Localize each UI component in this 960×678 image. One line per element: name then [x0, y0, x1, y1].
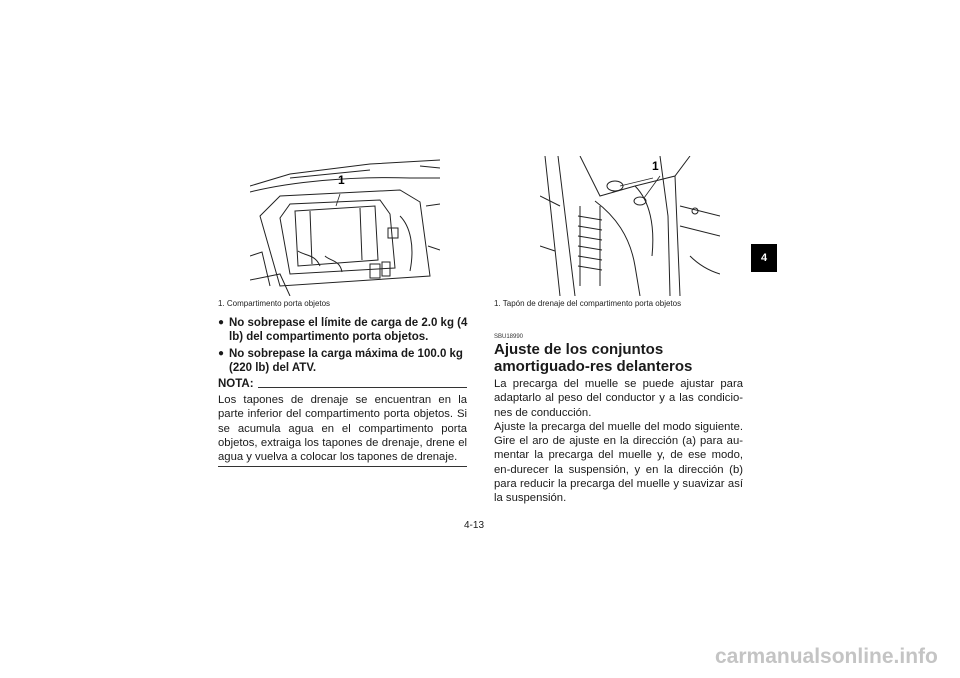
list-item — [218, 347, 468, 375]
bullet-text: No sobrepase la carga máxima de 100.0 kg (220 lb) del ATV. — [229, 348, 463, 374]
storage-compartment-illustration — [250, 156, 440, 296]
section-code: SBU18990 — [494, 334, 524, 340]
figure-caption: 1. Tapón de drenaje del compartimento porta objetos — [494, 299, 682, 308]
chapter-tab: 4 — [751, 244, 777, 272]
bullet-dot-icon: ● — [218, 348, 225, 359]
list-item — [218, 316, 468, 344]
figure-callout-number: 1 — [652, 159, 659, 173]
section-body — [494, 377, 743, 506]
paragraph: La precarga del muelle se puede ajustar para adaptarlo al peso del conductor y a las condicio-nes de conducción. — [494, 378, 743, 419]
watermark: carmanualsonline.info — [715, 645, 938, 668]
bullet-text: No sobrepase el límite de carga de 2.0 kg (4 lb) del compartimento porta objetos. — [229, 317, 468, 343]
drain-plug-illustration — [540, 156, 720, 296]
nota-label: NOTA: — [218, 378, 254, 390]
figure-storage-compartment — [250, 156, 440, 296]
warning-bullet-list — [218, 316, 468, 378]
page-number: 4-13 — [464, 520, 485, 531]
bullet-dot-icon: ● — [218, 317, 225, 328]
nota-end-divider — [218, 466, 467, 467]
figure-caption: 1. Compartimento porta objetos — [218, 299, 331, 308]
section-title: Ajuste de los conjuntos amortiguado-res delanteros — [494, 341, 693, 375]
nota-divider — [258, 387, 467, 388]
figure-callout-number: 1 — [338, 173, 345, 187]
nota-header — [218, 378, 467, 391]
paragraph: Ajuste la precarga del muelle del modo siguiente. Gire el aro de ajuste en la dirección (a) para au-mentar la precarga del muelle y, de ese modo, en-durecer la suspensión, y en la dirección (b) para reducir la precarga del muelle y suavizar así la suspensión. — [494, 420, 743, 505]
nota-text: Los tapones de drenaje se encuentran en la parte inferior del compartimento porta objetos. Si se acumula agua en el compartimento porta objetos, extraiga los tapones de drenaje, drene el agua y vuelva a colocar los tapones de drenaje. — [218, 394, 467, 464]
figure-drain-plug — [540, 156, 720, 296]
